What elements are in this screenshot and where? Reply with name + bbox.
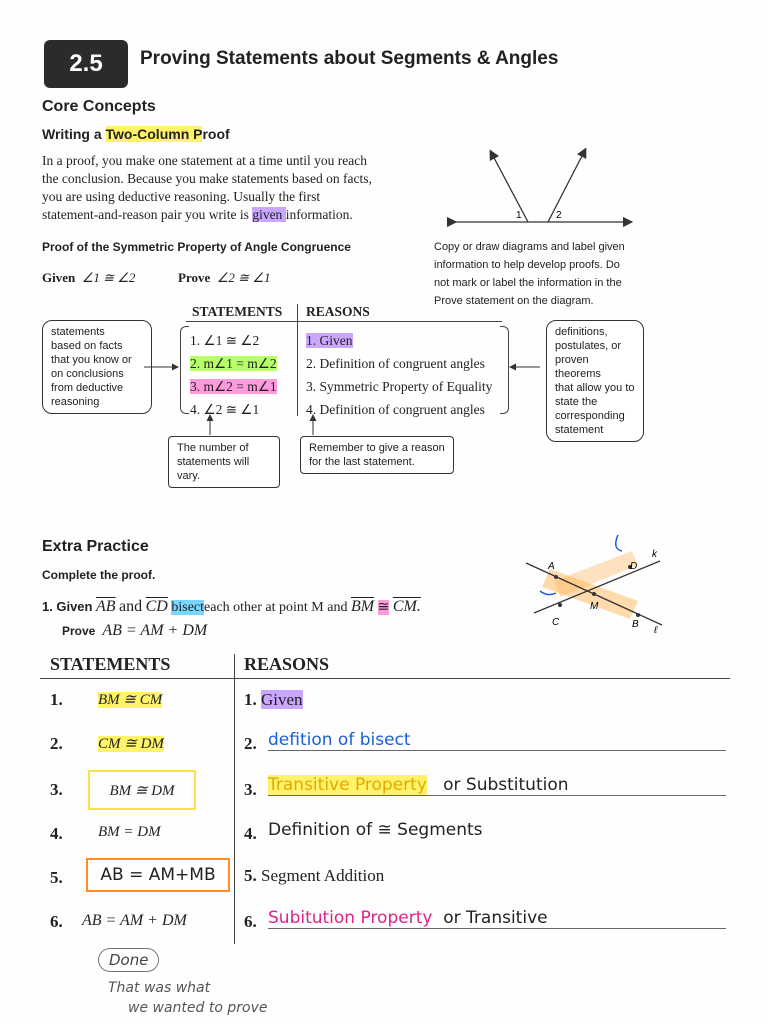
callout-line: based on facts: [51, 340, 123, 352]
reason-number: 4.: [244, 824, 257, 843]
example-given: [42, 270, 135, 286]
reason-text: 1. Given: [306, 333, 353, 348]
line-k: k: [652, 549, 657, 560]
paragraph-line: the conclusion. Because you make statements based on facts,: [42, 171, 372, 186]
statements-count-callout: [168, 436, 280, 488]
problem-number: 1.: [42, 599, 53, 614]
statement-1: [98, 690, 162, 709]
paragraph-line: [42, 206, 402, 224]
given-highlight: given: [252, 207, 286, 222]
prove-value: ∠2 ≅ ∠1: [216, 270, 271, 285]
reason-row: 4. Definition of congruent angles: [306, 402, 485, 417]
statement-text: CM ≅ DM: [98, 736, 164, 752]
intro-paragraph: [42, 152, 402, 224]
para-text: statement-and-reason pair you write is: [42, 207, 253, 222]
callout-line: statements will vary.: [177, 456, 250, 482]
callout-line: that you know or: [51, 354, 132, 366]
point-a: A: [548, 561, 555, 572]
statement-4: BM = DM: [98, 824, 161, 840]
reason-row: [306, 329, 492, 352]
angle-label-1: 1: [516, 210, 522, 221]
two-column-proof-heading: [42, 126, 230, 142]
note-line: not mark or label the information in the: [434, 277, 622, 289]
row-number: 4.: [50, 824, 63, 843]
statement-5: [86, 858, 230, 892]
prove-value: AB = AM + DM: [102, 622, 208, 639]
reason-alt: or Substitution: [443, 775, 569, 795]
section-badge: 2.5: [44, 40, 128, 88]
statements-callout: [42, 320, 152, 414]
reason-2: defition of bisect: [268, 730, 726, 751]
reason-4: Definition of ≅ Segments: [268, 820, 483, 840]
callout-arrows: [140, 355, 560, 445]
example-statements-header: STATEMENTS: [192, 304, 283, 319]
callout-line: on conclusions: [51, 368, 124, 380]
bisect-highlight: bisect: [171, 600, 205, 615]
practice-statements-header: STATEMENTS: [50, 654, 171, 674]
row-number: 6.: [50, 912, 63, 931]
reason-6: [268, 908, 726, 929]
row-number: 5.: [50, 868, 63, 887]
callout-line: The number of: [177, 442, 249, 454]
callout-line: corresponding: [555, 410, 625, 422]
extra-practice-heading: Extra Practice: [42, 538, 149, 555]
segment-cm: CM.: [392, 598, 421, 615]
callout-line: proven theorems: [555, 354, 601, 380]
point-m: M: [590, 601, 599, 612]
prove-label: Prove: [62, 624, 96, 638]
callout-line: definitions,: [555, 326, 608, 338]
statement-text: AB = AM+MB: [100, 865, 216, 885]
statement-row: 4. ∠2 ≅ ∠1: [190, 402, 260, 417]
callout-line: state the: [555, 396, 598, 408]
done-note: Done: [98, 948, 159, 972]
callout-line: Remember to give a reason: [309, 442, 445, 454]
example-prove: [178, 270, 270, 286]
core-concepts-heading: Core Concepts: [42, 98, 156, 115]
statement-3: [88, 770, 196, 810]
reason-text: Given: [261, 690, 303, 709]
practice-table-divider: [234, 654, 235, 944]
statement-6: AB = AM + DM: [82, 912, 187, 929]
reason-5: [244, 866, 384, 886]
segment-cd: $\overline{CD}$: [145, 598, 168, 615]
callout-line: reasoning: [51, 396, 100, 408]
congruent-highlight: ≅: [377, 600, 390, 615]
row-number: 3.: [50, 780, 63, 799]
reason-alt: or Transitive: [443, 908, 548, 928]
practice-given: [42, 598, 421, 616]
reason-number: 2.: [244, 734, 257, 753]
angle-label-2: 2: [556, 210, 562, 221]
reason-number: 3.: [244, 780, 257, 799]
point-c: C: [552, 617, 560, 628]
statement-row: 1. ∠1 ≅ ∠2: [190, 333, 260, 348]
reason-text: Transitive Property: [268, 775, 427, 795]
row-number: 1.: [50, 690, 63, 709]
point-b: B: [632, 619, 639, 630]
reason-text: Subitution Property: [268, 908, 433, 928]
reason-number: 1.: [244, 690, 257, 709]
callout-line: for the last statement.: [309, 456, 415, 468]
reason-row: 2. Definition of congruent angles: [306, 356, 485, 371]
bisect-diagram: [520, 535, 670, 640]
paragraph-line: you are using deductive reasoning. Usually the first: [42, 189, 321, 204]
callout-line: postulates, or: [555, 340, 622, 352]
row-number: 2.: [50, 734, 63, 753]
given-label: Given: [42, 270, 76, 285]
given-rest: each other at point M and: [204, 600, 348, 615]
reason-1: [244, 690, 303, 710]
heading-text-pre: Writing a: [42, 126, 106, 142]
reason-3: [268, 775, 726, 796]
diagram-note: [434, 238, 625, 310]
statement-text: BM ≅ DM: [109, 782, 175, 799]
callout-line: statements: [51, 326, 105, 338]
angle-diagram: [440, 148, 640, 233]
practice-reasons-header: REASONS: [244, 654, 330, 674]
heading-text-highlight: Two-Column P: [105, 126, 203, 142]
reasons-callout: [546, 320, 644, 442]
page-title: Proving Statements about Segments & Angles: [140, 48, 559, 69]
last-reason-callout: [300, 436, 454, 474]
prove-label: Prove: [178, 270, 211, 285]
note-line: Prove statement on the diagram.: [434, 295, 594, 307]
paragraph-line: In a proof, you make one statement at a time until you reach: [42, 153, 368, 168]
heading-text-post: roof: [202, 126, 230, 142]
callout-line: statement: [555, 424, 604, 436]
statement-2: [98, 734, 164, 753]
segment-ab: $\overline{AB}$: [95, 598, 116, 615]
note-line: Copy or draw diagrams and label given: [434, 241, 625, 253]
example-title: Proof of the Symmetric Property of Angle Congruence: [42, 240, 351, 254]
para-text: information.: [285, 207, 353, 222]
callout-line: that allow you to: [555, 382, 635, 394]
statement-text: BM ≅ CM: [98, 692, 163, 708]
practice-instruction: Complete the proof.: [42, 568, 156, 582]
handwritten-note-2: we wanted to prove: [128, 1000, 268, 1016]
note-line: information to help develop proofs. Do: [434, 259, 620, 271]
reason-number: 5.: [244, 866, 257, 885]
statement-text: 2. m∠1 = m∠2: [190, 356, 277, 371]
table-rule: [186, 321, 502, 322]
given-value: ∠1 ≅ ∠2: [81, 270, 136, 285]
given-label: Given: [56, 599, 93, 614]
reason-row: 3. Symmetric Property of Equality: [306, 379, 493, 394]
callout-line: from deductive: [51, 382, 124, 394]
line-l: ℓ: [654, 625, 658, 636]
point-d: D: [630, 561, 638, 572]
example-reasons-header: REASONS: [306, 304, 370, 319]
handwritten-note-1: That was what: [108, 980, 211, 996]
segment-bm: $\overline{BM}$: [350, 598, 375, 615]
statement-text: 3. m∠2 = m∠1: [190, 379, 277, 394]
reason-number: 6.: [244, 912, 257, 931]
and-text: and: [119, 598, 143, 615]
reason-text: Segment Addition: [261, 866, 385, 885]
practice-table-rule: [40, 678, 730, 679]
practice-prove: [62, 622, 207, 640]
